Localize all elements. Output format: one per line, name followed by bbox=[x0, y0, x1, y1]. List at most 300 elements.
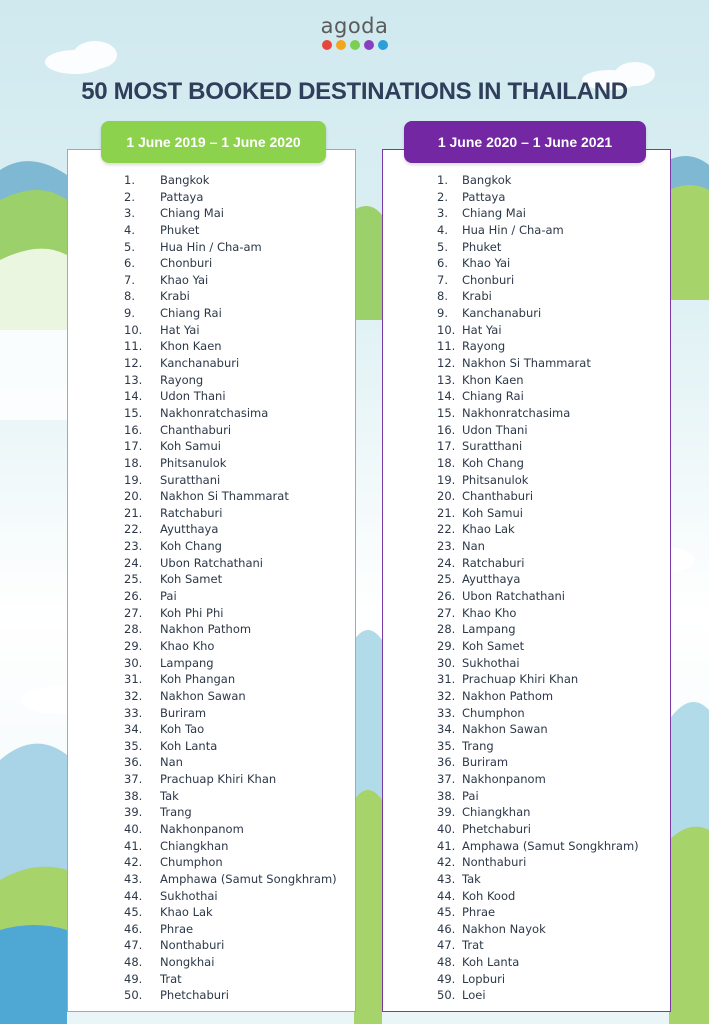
destination-name: Phuket bbox=[462, 239, 502, 254]
rank-number: 7. bbox=[124, 272, 135, 287]
list-item bbox=[124, 904, 337, 921]
rank-number: 13. bbox=[437, 372, 456, 387]
destination-name: Amphawa (Samut Songkhram) bbox=[160, 871, 337, 886]
rank-number: 39. bbox=[437, 805, 456, 820]
destination-name: Chumphon bbox=[160, 855, 223, 870]
list-item bbox=[124, 971, 337, 988]
destination-name: Koh Samui bbox=[160, 439, 221, 454]
rank-number: 10. bbox=[124, 322, 143, 337]
page-title: 50 MOST BOOKED DESTINATIONS IN THAILAND bbox=[81, 78, 628, 105]
rank-number: 43. bbox=[124, 871, 143, 886]
list-item bbox=[124, 255, 337, 272]
destination-name: Suratthani bbox=[160, 472, 221, 487]
list-item bbox=[437, 405, 639, 422]
destination-name: Phuket bbox=[160, 222, 200, 237]
list-item bbox=[124, 588, 337, 605]
list-item bbox=[124, 721, 337, 738]
rank-number: 1. bbox=[437, 173, 448, 187]
destination-name: Tak bbox=[462, 871, 481, 886]
destination-name: Kanchanaburi bbox=[160, 356, 240, 371]
destination-name: Sukhothai bbox=[160, 888, 218, 903]
list-item bbox=[437, 937, 639, 954]
rank-number: 27. bbox=[437, 605, 456, 620]
rank-number: 3. bbox=[437, 206, 448, 221]
list-item bbox=[124, 871, 337, 888]
destination-name: Nakhonratchasima bbox=[462, 405, 571, 420]
list-item bbox=[437, 705, 639, 722]
list-item bbox=[124, 505, 337, 522]
rank-number: 27. bbox=[124, 605, 143, 620]
destination-name: Chiangkhan bbox=[462, 805, 531, 820]
destination-name: Krabi bbox=[462, 289, 492, 304]
rank-number: 25. bbox=[124, 572, 143, 587]
destination-name: Phitsanulok bbox=[462, 472, 529, 487]
list-item bbox=[437, 488, 639, 505]
destination-name: Trang bbox=[462, 738, 494, 753]
rank-number: 24. bbox=[437, 555, 456, 570]
list-item bbox=[437, 621, 639, 638]
list-item bbox=[437, 521, 639, 538]
rank-number: 35. bbox=[124, 738, 143, 753]
list-item bbox=[437, 322, 639, 339]
destination-name: Phrae bbox=[160, 921, 194, 936]
rank-number: 8. bbox=[437, 289, 448, 304]
rank-number: 33. bbox=[437, 705, 456, 720]
rank-number: 30. bbox=[124, 655, 143, 670]
rank-number: 31. bbox=[437, 672, 456, 687]
list-item bbox=[437, 987, 639, 1004]
list-item bbox=[437, 338, 639, 355]
rank-number: 3. bbox=[124, 206, 135, 221]
rank-number: 46. bbox=[124, 921, 143, 936]
logo-wordmark: agoda bbox=[320, 14, 389, 38]
list-item bbox=[437, 189, 639, 206]
destination-name: Nakhon Si Thammarat bbox=[462, 356, 591, 371]
rank-number: 37. bbox=[124, 772, 143, 787]
list-item bbox=[124, 921, 337, 938]
rank-number: 48. bbox=[437, 955, 456, 970]
right-period-header: 1 June 2020 – 1 June 2021 bbox=[404, 121, 646, 163]
list-item bbox=[124, 338, 337, 355]
rank-number: 34. bbox=[437, 722, 456, 737]
rank-number: 49. bbox=[437, 971, 456, 986]
destination-name: Pai bbox=[462, 788, 479, 803]
destination-name: Koh Samet bbox=[160, 572, 223, 587]
destination-name: Phetchaburi bbox=[160, 988, 229, 1003]
rank-number: 33. bbox=[124, 705, 143, 720]
list-item bbox=[124, 771, 337, 788]
destination-name: Nakhon Sawan bbox=[462, 722, 548, 737]
list-item bbox=[124, 272, 337, 289]
list-item bbox=[124, 638, 337, 655]
rank-number: 35. bbox=[437, 738, 456, 753]
destination-name: Ratchaburi bbox=[462, 555, 525, 570]
list-item bbox=[437, 538, 639, 555]
destination-name: Chanthaburi bbox=[160, 422, 232, 437]
destination-name: Lampang bbox=[160, 655, 214, 670]
list-item bbox=[124, 954, 337, 971]
destination-name: Nan bbox=[462, 539, 485, 554]
list-item bbox=[437, 555, 639, 572]
destination-name: Khon Kaen bbox=[160, 339, 222, 354]
destination-name: Koh Kood bbox=[462, 888, 516, 903]
destination-name: Krabi bbox=[160, 289, 190, 304]
list-item bbox=[124, 372, 337, 389]
rank-number: 49. bbox=[124, 971, 143, 986]
rank-number: 40. bbox=[124, 821, 143, 836]
rank-number: 28. bbox=[124, 622, 143, 637]
destination-name: Phrae bbox=[462, 905, 496, 920]
rank-number: 50. bbox=[124, 988, 143, 1003]
rank-number: 11. bbox=[437, 339, 456, 354]
list-item bbox=[124, 172, 337, 189]
destination-name: Hat Yai bbox=[160, 322, 200, 337]
list-item bbox=[437, 422, 639, 439]
rank-number: 7. bbox=[437, 272, 448, 287]
list-item bbox=[124, 804, 337, 821]
rank-number: 47. bbox=[124, 938, 143, 953]
list-item bbox=[124, 322, 337, 339]
rank-number: 47. bbox=[437, 938, 456, 953]
destination-name: Nakhon Pathom bbox=[462, 688, 554, 703]
destination-name: Trat bbox=[160, 971, 182, 986]
rank-number: 17. bbox=[124, 439, 143, 454]
rank-number: 23. bbox=[437, 539, 456, 554]
destination-name: Chiangkhan bbox=[160, 838, 229, 853]
list-item bbox=[124, 655, 337, 672]
list-item bbox=[437, 305, 639, 322]
list-item bbox=[437, 655, 639, 672]
destination-name: Trang bbox=[160, 805, 192, 820]
list-item bbox=[437, 605, 639, 622]
list-item bbox=[124, 888, 337, 905]
rank-number: 16. bbox=[437, 422, 456, 437]
destination-name: Chonburi bbox=[462, 272, 515, 287]
rank-number: 45. bbox=[437, 905, 456, 920]
list-item bbox=[124, 288, 337, 305]
destination-name: Nakhon Sawan bbox=[160, 688, 246, 703]
destination-name: Pattaya bbox=[160, 189, 204, 204]
rank-number: 32. bbox=[437, 688, 456, 703]
rank-number: 14. bbox=[437, 389, 456, 404]
destination-name: Udon Thani bbox=[462, 422, 528, 437]
list-item bbox=[437, 505, 639, 522]
rank-number: 5. bbox=[124, 239, 135, 254]
destination-name: Koh Tao bbox=[160, 722, 205, 737]
destination-name: Nan bbox=[160, 755, 183, 770]
rank-number: 11. bbox=[124, 339, 143, 354]
destination-name: Koh Samui bbox=[462, 505, 523, 520]
rank-number: 4. bbox=[437, 222, 448, 237]
logo-dots bbox=[0, 40, 709, 50]
list-item bbox=[124, 987, 337, 1004]
rank-number: 4. bbox=[124, 222, 135, 237]
logo-dot-blue bbox=[378, 40, 388, 50]
list-item bbox=[437, 888, 639, 905]
destination-name: Koh Lanta bbox=[160, 738, 218, 753]
rank-number: 17. bbox=[437, 439, 456, 454]
rank-number: 16. bbox=[124, 422, 143, 437]
list-item bbox=[124, 788, 337, 805]
list-item bbox=[437, 838, 639, 855]
destination-name: Prachuap Khiri Khan bbox=[160, 772, 277, 787]
destination-name: Nakhonratchasima bbox=[160, 405, 269, 420]
rank-number: 12. bbox=[437, 356, 456, 371]
logo-dot-red bbox=[322, 40, 332, 50]
destination-name: Pattaya bbox=[462, 189, 506, 204]
rank-number: 14. bbox=[124, 389, 143, 404]
destination-name: Koh Phangan bbox=[160, 672, 236, 687]
destination-name: Hat Yai bbox=[462, 322, 502, 337]
destination-name: Tak bbox=[160, 788, 179, 803]
destination-name: Lampang bbox=[462, 622, 516, 637]
list-item bbox=[437, 388, 639, 405]
list-item bbox=[437, 871, 639, 888]
destination-name: Rayong bbox=[462, 339, 506, 354]
rank-number: 50. bbox=[437, 988, 456, 1003]
destination-name: Khao Yai bbox=[462, 256, 511, 271]
right-destination-list bbox=[437, 172, 639, 1004]
list-item bbox=[124, 189, 337, 206]
list-item bbox=[124, 388, 337, 405]
list-item bbox=[124, 937, 337, 954]
rank-number: 30. bbox=[437, 655, 456, 670]
rank-number: 1. bbox=[124, 173, 135, 187]
destination-name: Ayutthaya bbox=[160, 522, 219, 537]
rank-number: 2. bbox=[437, 189, 448, 204]
list-item bbox=[124, 688, 337, 705]
list-item bbox=[437, 638, 639, 655]
destination-name: Phitsanulok bbox=[160, 455, 227, 470]
destination-name: Nonthaburi bbox=[462, 855, 527, 870]
destination-name: Khao Yai bbox=[160, 272, 209, 287]
destination-name: Buriram bbox=[462, 755, 509, 770]
list-item bbox=[124, 821, 337, 838]
list-item bbox=[437, 738, 639, 755]
destination-name: Lopburi bbox=[462, 971, 506, 986]
destination-name: Ubon Ratchathani bbox=[160, 555, 263, 570]
rank-number: 5. bbox=[437, 239, 448, 254]
list-item bbox=[437, 438, 639, 455]
list-item bbox=[124, 305, 337, 322]
destination-name: Nakhonpanom bbox=[160, 821, 244, 836]
destination-name: Koh Lanta bbox=[462, 955, 520, 970]
rank-number: 10. bbox=[437, 322, 456, 337]
rank-number: 32. bbox=[124, 688, 143, 703]
list-item bbox=[437, 854, 639, 871]
list-item bbox=[437, 921, 639, 938]
list-item bbox=[437, 372, 639, 389]
list-item bbox=[124, 538, 337, 555]
rank-number: 29. bbox=[437, 638, 456, 653]
destination-name: Khao Lak bbox=[462, 522, 515, 537]
rank-number: 44. bbox=[437, 888, 456, 903]
destination-name: Hua Hin / Cha-am bbox=[462, 222, 564, 237]
rank-number: 39. bbox=[124, 805, 143, 820]
list-item bbox=[124, 571, 337, 588]
list-item bbox=[437, 671, 639, 688]
rank-number: 9. bbox=[124, 306, 135, 321]
rank-number: 6. bbox=[437, 256, 448, 271]
rank-number: 41. bbox=[124, 838, 143, 853]
list-item bbox=[124, 205, 337, 222]
list-item bbox=[437, 205, 639, 222]
list-item bbox=[437, 172, 639, 189]
list-item bbox=[124, 239, 337, 256]
destination-name: Sukhothai bbox=[462, 655, 520, 670]
destination-name: Nakhon Si Thammarat bbox=[160, 489, 289, 504]
list-item bbox=[437, 472, 639, 489]
rank-number: 42. bbox=[437, 855, 456, 870]
left-destination-list bbox=[124, 172, 337, 1004]
list-item bbox=[124, 671, 337, 688]
rank-number: 12. bbox=[124, 356, 143, 371]
list-item bbox=[437, 721, 639, 738]
destination-name: Bangkok bbox=[462, 173, 512, 187]
list-item bbox=[124, 754, 337, 771]
rank-number: 44. bbox=[124, 888, 143, 903]
list-item bbox=[124, 472, 337, 489]
list-item bbox=[437, 904, 639, 921]
destination-name: Chonburi bbox=[160, 256, 213, 271]
rank-number: 18. bbox=[437, 455, 456, 470]
rank-number: 41. bbox=[437, 838, 456, 853]
destination-name: Koh Chang bbox=[462, 455, 524, 470]
destination-name: Khao Lak bbox=[160, 905, 213, 920]
list-item bbox=[437, 771, 639, 788]
destination-name: Buriram bbox=[160, 705, 207, 720]
destination-name: Chiang Mai bbox=[160, 206, 224, 221]
list-item bbox=[124, 621, 337, 638]
list-item bbox=[124, 455, 337, 472]
destination-name: Koh Chang bbox=[160, 539, 222, 554]
destination-name: Koh Phi Phi bbox=[160, 605, 224, 620]
list-item bbox=[437, 272, 639, 289]
list-item bbox=[124, 838, 337, 855]
destination-name: Prachuap Khiri Khan bbox=[462, 672, 579, 687]
list-item bbox=[124, 405, 337, 422]
list-item bbox=[437, 971, 639, 988]
rank-number: 43. bbox=[437, 871, 456, 886]
rank-number: 38. bbox=[437, 788, 456, 803]
list-item bbox=[124, 605, 337, 622]
destination-name: Chiang Mai bbox=[462, 206, 526, 221]
list-item bbox=[124, 222, 337, 239]
rank-number: 45. bbox=[124, 905, 143, 920]
destination-name: Ubon Ratchathani bbox=[462, 589, 565, 604]
agoda-logo bbox=[0, 14, 709, 50]
destination-name: Udon Thani bbox=[160, 389, 226, 404]
rank-number: 34. bbox=[124, 722, 143, 737]
destination-name: Khao Kho bbox=[160, 638, 215, 653]
rank-number: 36. bbox=[437, 755, 456, 770]
rank-number: 19. bbox=[124, 472, 143, 487]
list-item bbox=[124, 854, 337, 871]
list-item bbox=[124, 738, 337, 755]
rank-number: 36. bbox=[124, 755, 143, 770]
rank-number: 48. bbox=[124, 955, 143, 970]
list-item bbox=[124, 521, 337, 538]
destination-name: Nakhonpanom bbox=[462, 772, 546, 787]
list-item bbox=[437, 821, 639, 838]
rank-number: 21. bbox=[437, 505, 456, 520]
destination-name: Ratchaburi bbox=[160, 505, 223, 520]
rank-number: 19. bbox=[437, 472, 456, 487]
rank-number: 26. bbox=[437, 589, 456, 604]
rank-number: 2. bbox=[124, 189, 135, 204]
rank-number: 40. bbox=[437, 821, 456, 836]
rank-number: 29. bbox=[124, 638, 143, 653]
list-item bbox=[124, 355, 337, 372]
list-item bbox=[437, 588, 639, 605]
list-item bbox=[437, 688, 639, 705]
rank-number: 22. bbox=[124, 522, 143, 537]
list-item bbox=[437, 222, 639, 239]
rank-number: 20. bbox=[437, 489, 456, 504]
destination-name: Rayong bbox=[160, 372, 204, 387]
list-item bbox=[437, 571, 639, 588]
destination-name: Khao Kho bbox=[462, 605, 517, 620]
list-item bbox=[124, 488, 337, 505]
rank-number: 22. bbox=[437, 522, 456, 537]
destination-name: Pai bbox=[160, 589, 177, 604]
destination-name: Chiang Rai bbox=[160, 306, 222, 321]
rank-number: 23. bbox=[124, 539, 143, 554]
destination-name: Phetchaburi bbox=[462, 821, 531, 836]
destination-name: Nonthaburi bbox=[160, 938, 225, 953]
destination-name: Hua Hin / Cha-am bbox=[160, 239, 262, 254]
destination-name: Suratthani bbox=[462, 439, 523, 454]
destination-name: Chanthaburi bbox=[462, 489, 534, 504]
destination-name: Chiang Rai bbox=[462, 389, 524, 404]
destination-name: Bangkok bbox=[160, 173, 210, 187]
rank-number: 26. bbox=[124, 589, 143, 604]
rank-number: 15. bbox=[124, 405, 143, 420]
rank-number: 18. bbox=[124, 455, 143, 470]
list-item bbox=[437, 954, 639, 971]
list-item bbox=[437, 455, 639, 472]
list-item bbox=[437, 754, 639, 771]
logo-dot-orange bbox=[336, 40, 346, 50]
destination-name: Chumphon bbox=[462, 705, 525, 720]
list-item bbox=[124, 555, 337, 572]
destination-name: Nakhon Pathom bbox=[160, 622, 252, 637]
rank-number: 9. bbox=[437, 306, 448, 321]
destination-name: Amphawa (Samut Songkhram) bbox=[462, 838, 639, 853]
list-item bbox=[124, 705, 337, 722]
rank-number: 25. bbox=[437, 572, 456, 587]
rank-number: 46. bbox=[437, 921, 456, 936]
rank-number: 6. bbox=[124, 256, 135, 271]
rank-number: 28. bbox=[437, 622, 456, 637]
destination-name: Nongkhai bbox=[160, 955, 215, 970]
rank-number: 8. bbox=[124, 289, 135, 304]
rank-number: 21. bbox=[124, 505, 143, 520]
destination-name: Ayutthaya bbox=[462, 572, 521, 587]
rank-number: 42. bbox=[124, 855, 143, 870]
list-item bbox=[437, 804, 639, 821]
rank-number: 15. bbox=[437, 405, 456, 420]
list-item bbox=[124, 438, 337, 455]
list-item bbox=[124, 422, 337, 439]
left-period-header: 1 June 2019 – 1 June 2020 bbox=[101, 121, 326, 163]
rank-number: 31. bbox=[124, 672, 143, 687]
logo-dot-purple bbox=[364, 40, 374, 50]
destination-name: Trat bbox=[462, 938, 484, 953]
rank-number: 38. bbox=[124, 788, 143, 803]
list-item bbox=[437, 788, 639, 805]
rank-number: 13. bbox=[124, 372, 143, 387]
